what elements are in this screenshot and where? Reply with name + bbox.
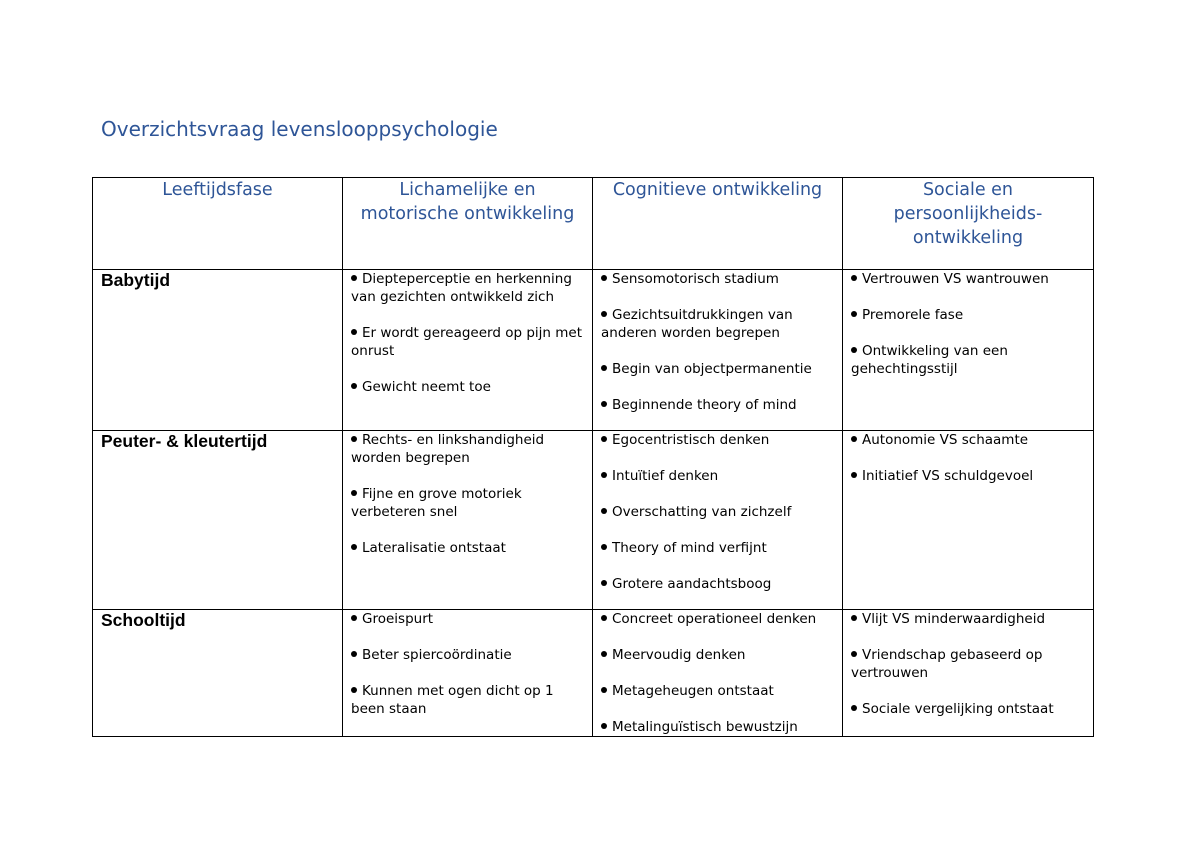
list-item — [601, 270, 834, 288]
list-item-text: Initiatief VS schuldgevoel — [862, 468, 1034, 484]
bullet-icon — [601, 651, 607, 657]
list-item-text: Metalinguïstisch bewustzijn — [612, 719, 798, 735]
bullet-icon — [601, 615, 607, 621]
list-item-text: Theory of mind verfijnt — [612, 540, 767, 556]
bullet-icon — [351, 544, 357, 550]
bullet-icon — [601, 472, 607, 478]
list-item — [601, 306, 834, 342]
list-item-text: Fijne en grove motoriek verbeteren snel — [351, 486, 522, 520]
list-item — [601, 396, 834, 414]
list-item-text: Vertrouwen VS wantrouwen — [862, 271, 1049, 287]
bullet-icon — [851, 311, 857, 317]
bullet-icon — [601, 723, 607, 729]
list-item — [601, 718, 834, 736]
list-item — [601, 360, 834, 378]
cell-lichamelijk — [343, 270, 593, 431]
bullet-icon — [601, 365, 607, 371]
cell-cognitief — [593, 610, 843, 737]
list-item-text: Sociale vergelijking ontstaat — [862, 701, 1054, 717]
bullet-list — [851, 270, 1085, 378]
list-item-text: Vlijt VS minderwaardigheid — [862, 611, 1046, 627]
list-item — [351, 324, 584, 360]
header-leeftijdsfase: Leeftijdsfase — [93, 178, 343, 270]
cell-lichamelijk — [343, 431, 593, 610]
header-lichamelijk: Lichamelijke en motorische ontwikkeling — [343, 178, 593, 270]
bullet-list — [601, 270, 834, 414]
bullet-icon — [851, 615, 857, 621]
bullet-icon — [351, 490, 357, 496]
list-item-text: Concreet operationeel denken — [612, 611, 817, 627]
list-item-text: Sensomotorisch stadium — [612, 271, 779, 287]
list-item-text: Premorele fase — [862, 307, 964, 323]
bullet-list — [851, 610, 1085, 718]
list-item-text: Begin van objectpermanentie — [612, 361, 812, 377]
bullet-list — [851, 431, 1085, 485]
bullet-icon — [601, 544, 607, 550]
bullet-icon — [601, 275, 607, 281]
list-item — [351, 682, 584, 718]
cell-sociaal — [843, 610, 1094, 737]
list-item — [351, 646, 584, 664]
document-title: Overzichtsvraag levenslooppsychologie — [101, 117, 498, 141]
header-sociaal: Sociale en persoonlijkheids-ontwikkeling — [843, 178, 1094, 270]
list-item — [851, 700, 1085, 718]
bullet-icon — [351, 436, 357, 442]
list-item — [851, 467, 1085, 485]
bullet-icon — [601, 580, 607, 586]
list-item-text: Metageheugen ontstaat — [612, 683, 774, 699]
list-item — [351, 270, 584, 306]
list-item-text: Lateralisatie ontstaat — [362, 540, 506, 556]
bullet-icon — [351, 383, 357, 389]
list-item — [601, 503, 834, 521]
bullet-icon — [851, 705, 857, 711]
bullet-icon — [601, 436, 607, 442]
list-item-text: Intuïtief denken — [612, 468, 719, 484]
list-item-text: Grotere aandachtsboog — [612, 576, 772, 592]
list-item — [351, 610, 584, 628]
list-item — [601, 646, 834, 664]
list-item — [601, 575, 834, 593]
bullet-icon — [351, 329, 357, 335]
header-cognitief: Cognitieve ontwikkeling — [593, 178, 843, 270]
list-item-text: Rechts- en linkshandigheid worden begrepen — [351, 432, 545, 466]
list-item-text: Overschatting van zichzelf — [612, 504, 792, 520]
list-item-text: Egocentristisch denken — [612, 432, 770, 448]
phase-label: Peuter- & kleutertijd — [93, 431, 343, 610]
list-item-text: Diepteperceptie en herkenning van gezichten ontwikkeld zich — [351, 271, 572, 305]
bullet-icon — [601, 401, 607, 407]
bullet-icon — [351, 687, 357, 693]
bullet-list — [351, 270, 584, 396]
list-item-text: Vriendschap gebaseerd op vertrouwen — [851, 647, 1043, 681]
list-item-text: Kunnen met ogen dicht op 1 been staan — [351, 683, 554, 717]
list-item — [851, 306, 1085, 324]
bullet-icon — [851, 436, 857, 442]
bullet-icon — [351, 275, 357, 281]
phase-label: Babytijd — [93, 270, 343, 431]
table-header-row — [93, 178, 1094, 270]
list-item — [851, 270, 1085, 288]
cell-sociaal — [843, 270, 1094, 431]
cell-sociaal — [843, 431, 1094, 610]
list-item — [851, 342, 1085, 378]
bullet-list — [351, 431, 584, 557]
bullet-icon — [351, 651, 357, 657]
list-item — [351, 431, 584, 467]
bullet-icon — [851, 651, 857, 657]
list-item-text: Meervoudig denken — [612, 647, 746, 663]
overview-table — [92, 177, 1094, 737]
bullet-list — [601, 610, 834, 736]
list-item — [351, 378, 584, 396]
list-item — [351, 539, 584, 557]
list-item — [601, 610, 834, 628]
list-item-text: Autonomie VS schaamte — [862, 432, 1029, 448]
list-item — [851, 646, 1085, 682]
list-item — [601, 539, 834, 557]
bullet-icon — [851, 472, 857, 478]
table-row — [93, 431, 1094, 610]
bullet-icon — [601, 687, 607, 693]
table-row — [93, 610, 1094, 737]
list-item — [601, 682, 834, 700]
bullet-icon — [351, 615, 357, 621]
table-row — [93, 270, 1094, 431]
list-item — [601, 431, 834, 449]
list-item-text: Ontwikkeling van een gehechtingsstijl — [851, 343, 1008, 377]
list-item-text: Gewicht neemt toe — [362, 379, 491, 395]
list-item — [851, 610, 1085, 628]
cell-cognitief — [593, 270, 843, 431]
list-item-text: Beter spiercoördinatie — [362, 647, 512, 663]
cell-lichamelijk — [343, 610, 593, 737]
bullet-icon — [851, 347, 857, 353]
list-item-text: Beginnende theory of mind — [612, 397, 797, 413]
list-item-text: Groeispurt — [362, 611, 434, 627]
bullet-list — [601, 431, 834, 593]
list-item — [351, 485, 584, 521]
phase-label: Schooltijd — [93, 610, 343, 737]
cell-cognitief — [593, 431, 843, 610]
list-item-text: Gezichtsuitdrukkingen van anderen worden begrepen — [601, 307, 793, 341]
list-item-text: Er wordt gereageerd op pijn met onrust — [351, 325, 582, 359]
list-item — [601, 467, 834, 485]
list-item — [851, 431, 1085, 449]
bullet-icon — [601, 508, 607, 514]
bullet-icon — [851, 275, 857, 281]
bullet-icon — [601, 311, 607, 317]
bullet-list — [351, 610, 584, 718]
